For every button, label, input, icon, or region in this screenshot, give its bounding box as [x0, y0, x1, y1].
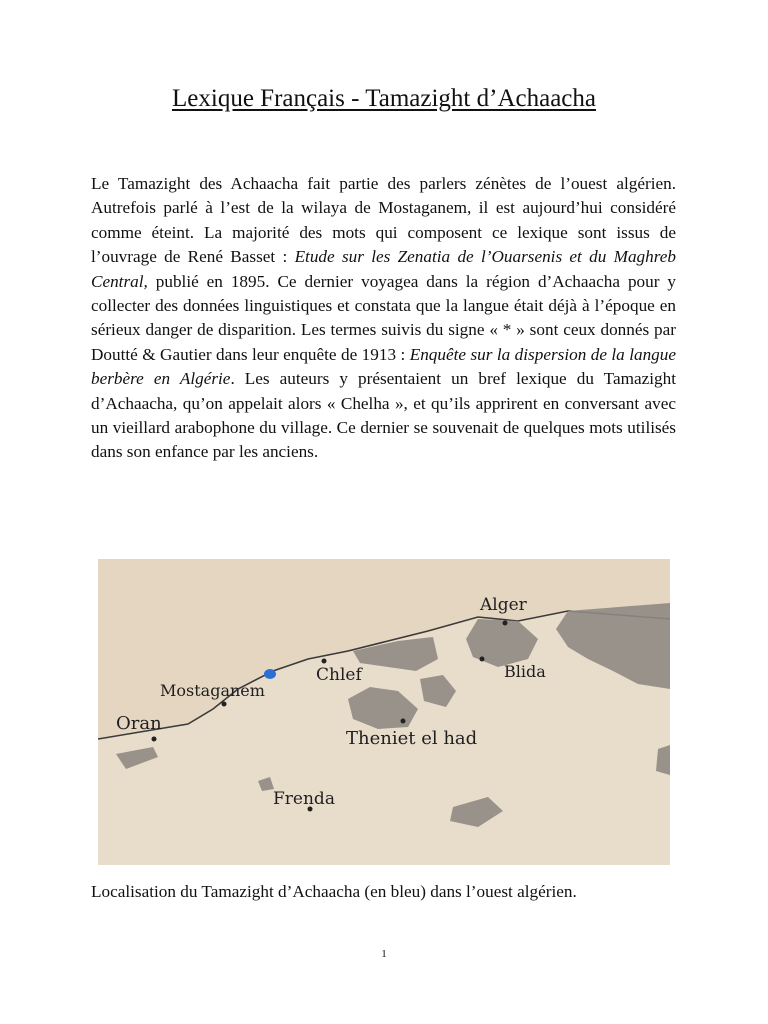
page-number: 1 — [381, 948, 387, 960]
intro-text-1: Le Tamazight des Achaacha fait partie des parlers zénètes de l’ouest algérien. Autrefois parlé à l’est de la wilaya de Mostaganem, il est aujourd’hui considéré comme éteint. La majorité des mots qui composent ce lexique sont issus de l’ouvrage de René Basset : — [91, 174, 676, 267]
dot-alger — [503, 621, 508, 626]
achaacha-marker — [264, 669, 276, 679]
map-figure — [98, 559, 670, 865]
label-frenda: Frenda — [273, 789, 335, 809]
zone-southeast — [656, 745, 670, 775]
map-svg — [98, 559, 670, 865]
label-blida: Blida — [504, 662, 546, 681]
intro-text-2: publié en 1895. Ce dernier voyagea dans la région d’Achaacha pour y collecter des données linguistiques et constata que la langue était déjà à l’époque en sérieux danger de disparition. Les termes suivis du signe « * » sont ceux donnés par Doutté & Gautier dans leur enquête de 1913 : — [91, 271, 676, 364]
dot-oran — [152, 737, 157, 742]
page-title: Lexique Français - Tamazight d’Achaacha — [172, 85, 596, 112]
zone-alger-blida — [466, 619, 538, 667]
zone-ouarsenis — [348, 687, 418, 729]
zone-ouarsenis-2 — [420, 675, 456, 707]
zone-east — [556, 603, 670, 689]
dot-mostaganem — [222, 702, 227, 707]
zone-frenda — [258, 777, 274, 791]
map-caption: Localisation du Tamazight d’Achaacha (en bleu) dans l’ouest algérien. — [91, 882, 577, 901]
dot-theniet — [401, 719, 406, 724]
intro-text-3: . Les auteurs y présentaient un bref lexique du Tamazight d’Achaacha, qu’on appelait alors « Chelha », et qu’ils apprirent en conversant avec un vieillard arabophone du village. Ce dernier se souvenait de quelques mots utilisés dans son enfance par les anciens. — [91, 369, 676, 462]
label-theniet-el-had: Theniet el had — [346, 728, 478, 749]
zone-south — [450, 797, 503, 827]
label-mostaganem: Mostaganem — [160, 681, 265, 700]
survey-title: Enquête sur la dispersion de la langue berbère en Algérie — [91, 344, 676, 389]
dot-blida — [480, 657, 485, 662]
zone-west-island — [116, 747, 158, 769]
label-alger: Alger — [480, 595, 527, 615]
basset-book-title: Etude sur les Zenatia de l’Ouarsenis et du Maghreb Central, — [91, 247, 676, 291]
dot-chlef — [322, 659, 327, 664]
label-chlef: Chlef — [316, 665, 362, 685]
label-oran: Oran — [116, 713, 162, 734]
intro-paragraph — [91, 172, 676, 465]
